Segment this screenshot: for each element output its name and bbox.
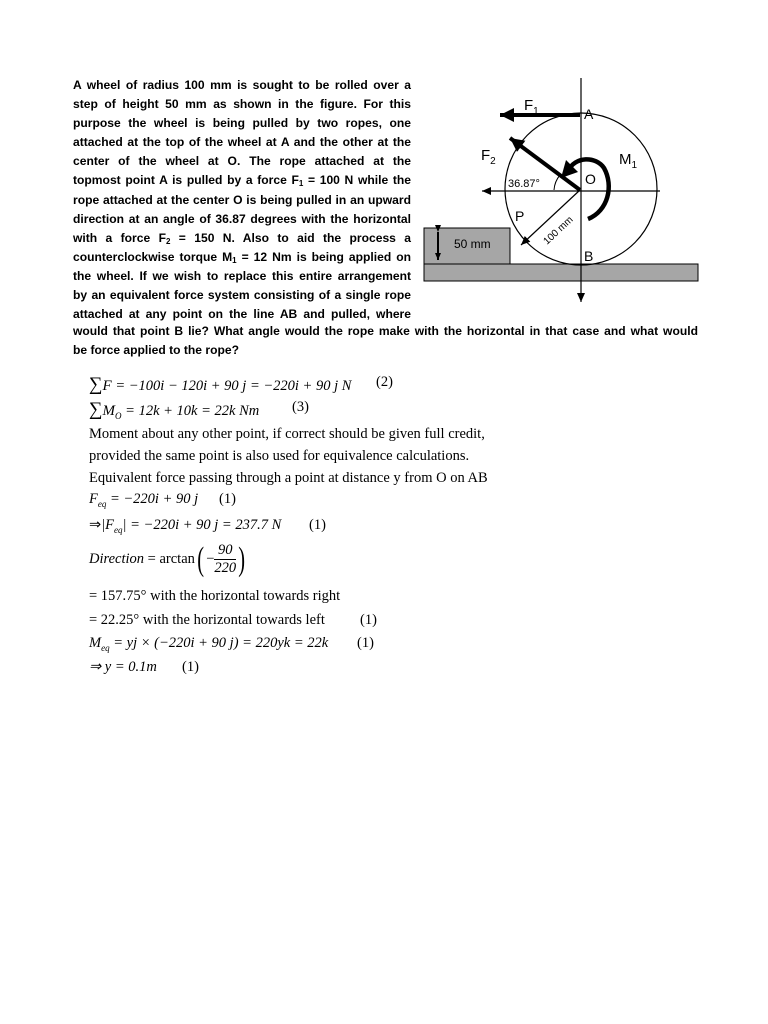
note-line: Moment about any other point, if correct should be given full credit, xyxy=(89,426,485,442)
eq-y: ⇒ y = 0.1m (1) xyxy=(89,659,199,675)
problem-line: purpose the wheel is being pulled by two ropes, one xyxy=(73,116,411,131)
problem-line: the wheel. If we wish to replace this entire arrangement xyxy=(73,268,411,283)
note-line: Equivalent force passing through a point at distance y from O on AB xyxy=(89,470,488,486)
eq-sum-force: ∑F = −100i − 120i + 90 j = −220i + 90 j N (2) xyxy=(89,374,393,395)
problem-statement xyxy=(73,76,411,324)
label-m1: $M_1$ xyxy=(619,151,638,171)
problem-line: be force applied to the rope? xyxy=(73,343,239,358)
label-a: A xyxy=(584,106,594,122)
note-line: provided the same point is also used for equivalence calculations. xyxy=(89,448,470,464)
eq-sum-moment: $\sum M_O = 12k + 10k = 22k$ Nm (3) xyxy=(89,399,309,421)
step-height-label: 50 mm xyxy=(454,237,491,251)
problem-line: A wheel of radius 100 mm is sought to be rolled over a xyxy=(73,78,411,92)
label-o: O xyxy=(585,171,596,187)
problem-line: step of height 50 mm as shown in the figure. For this xyxy=(73,97,411,112)
ground-bar xyxy=(424,264,698,281)
problem-line-f1: topmost point A is pulled by a force $F_1 = 100$ N while the xyxy=(73,173,411,189)
problem-tail xyxy=(73,322,698,360)
problem-line: center of the wheel at O. The rope attached at the xyxy=(73,154,411,169)
problem-line-f2: with a force $F_2 = 150$ N. Also to aid the process a xyxy=(73,230,411,246)
problem-line-m1: counterclockwise torque $M_1 = 12$ Nm is being applied on xyxy=(73,249,411,265)
angle-left: = 22.25° with the horizontal towards left (1) xyxy=(89,612,377,628)
label-b: B xyxy=(584,248,594,264)
label-f1: $F_1$ xyxy=(524,97,539,117)
problem-line: attached at any point on the line AB and pulled, where xyxy=(73,307,411,322)
problem-line: attached at the top of the wheel at A and the other at the xyxy=(73,135,411,150)
label-angle: 36.87° xyxy=(508,178,540,190)
eq-feq: $F_{eq} = -220i + 90$ j (1) xyxy=(89,491,236,509)
direction-fraction: $\frac{90}{220}$ xyxy=(214,542,237,576)
problem-line: direction at an angle of 36.87 degrees with the horizontal xyxy=(73,211,411,226)
angle-arc xyxy=(554,175,560,190)
problem-line: by an equivalent force system consisting of a single rope xyxy=(73,288,411,303)
angle-right: = 157.75° with the horizontal towards right xyxy=(89,588,341,604)
eq-moment-equivalent: $M_{eq}$ = yj × (−220i + 90 j) = 220yk = 22k (1) xyxy=(89,635,374,653)
wheel-diagram xyxy=(420,76,702,308)
label-radius: 100 mm xyxy=(541,214,576,248)
problem-line: rope attached at the center O is being pulled in an upward xyxy=(73,192,411,207)
label-f2: $F_2$ xyxy=(481,147,496,167)
eq-direction: Direction = arctan( − $\frac{90}{220}$ ) xyxy=(89,540,246,578)
eq-feq-magnitude: $\Rightarrow|F_{eq}| = -220i + 90$ j = 237.7 N (1) xyxy=(89,517,326,535)
problem-line: would that point B lie? What angle would the rope make with the horizontal in that case and what would xyxy=(73,324,698,338)
label-p: P xyxy=(515,208,525,224)
